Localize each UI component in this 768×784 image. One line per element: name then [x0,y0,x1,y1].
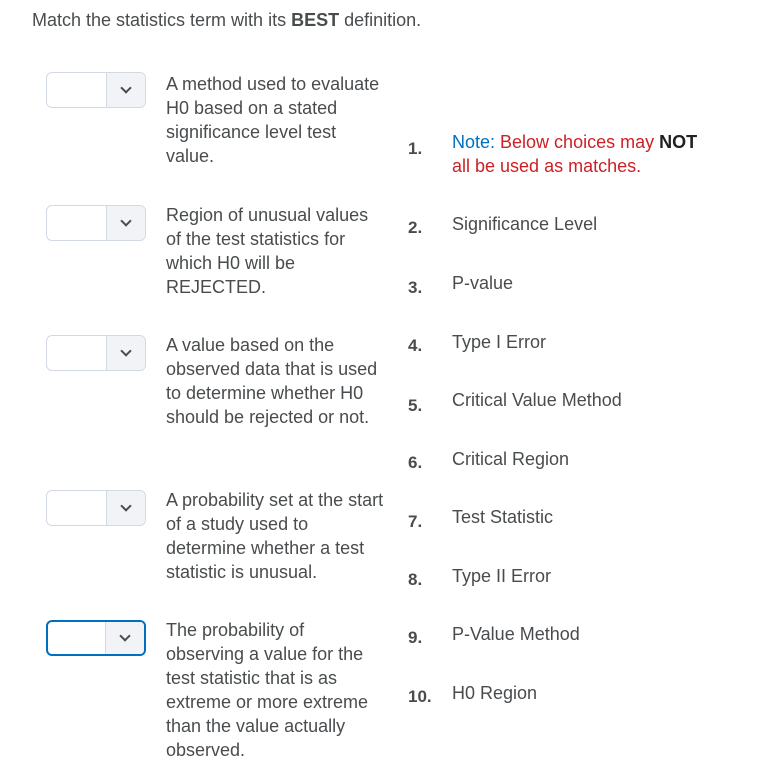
match-select-value [47,73,105,107]
choice-label-2: Significance Level [452,214,598,234]
match-term-1: A method used to evaluate H0 based on a stated significance level test value. [166,74,380,166]
choice-note: Note: Below choices may NOT all be used as matches. [452,132,698,176]
dropdown-arrow-button[interactable] [106,206,145,240]
choice-number-4: 4. [408,336,423,355]
chevron-down-icon [120,82,131,93]
match-select-5[interactable] [46,620,146,656]
dropdown-arrow-button[interactable] [106,73,145,107]
question-prompt: Match the statistics term with its BEST definition. [32,10,422,30]
match-select-2[interactable] [46,205,146,241]
match-select-4[interactable] [46,490,146,526]
dropdown-arrow-button[interactable] [105,622,144,654]
match-term-4: A probability set at the start of a study used to determine whether a test statistic is unusual. [166,490,384,582]
choice-label-8: Type II Error [452,566,552,586]
match-term-5: The probability of observing a value for the test statistic that is as extreme or more extreme than the value actually observed. [166,620,369,760]
choice-number-9: 9. [408,628,423,647]
chevron-down-icon [119,630,130,641]
match-select-1[interactable] [46,72,146,108]
match-term-2: Region of unusual values of the test statistics for which H0 will be REJECTED. [166,205,369,297]
choice-label-10: H0 Region [452,683,538,703]
choice-label-7: Test Statistic [452,507,554,527]
choice-number-1: 1. [408,139,423,158]
choice-number-6: 6. [408,453,423,472]
choice-label-6: Critical Region [452,449,570,469]
chevron-down-icon [120,500,131,511]
choice-number-10: 10. [408,687,432,706]
dropdown-arrow-button[interactable] [106,491,145,525]
choice-number-3: 3. [408,278,423,297]
question-emphasis: BEST [291,10,340,30]
choice-label-9: P-Value Method [452,624,580,644]
choice-label-5: Critical Value Method [452,390,622,410]
match-select-value [48,622,104,654]
chevron-down-icon [120,215,131,226]
choice-number-7: 7. [408,512,423,531]
match-select-value [47,206,105,240]
match-select-3[interactable] [46,335,146,371]
choice-number-8: 8. [408,570,423,589]
match-term-3: A value based on the observed data that is used to determine whether H0 should be rejected or not. [166,335,378,427]
match-select-value [47,336,105,370]
dropdown-arrow-button[interactable] [106,336,145,370]
choice-label-4: Type I Error [452,332,547,352]
chevron-down-icon [120,345,131,356]
choice-label-3: P-value [452,273,514,293]
match-select-value [47,491,105,525]
choice-number-2: 2. [408,218,423,237]
choice-number-5: 5. [408,396,423,415]
